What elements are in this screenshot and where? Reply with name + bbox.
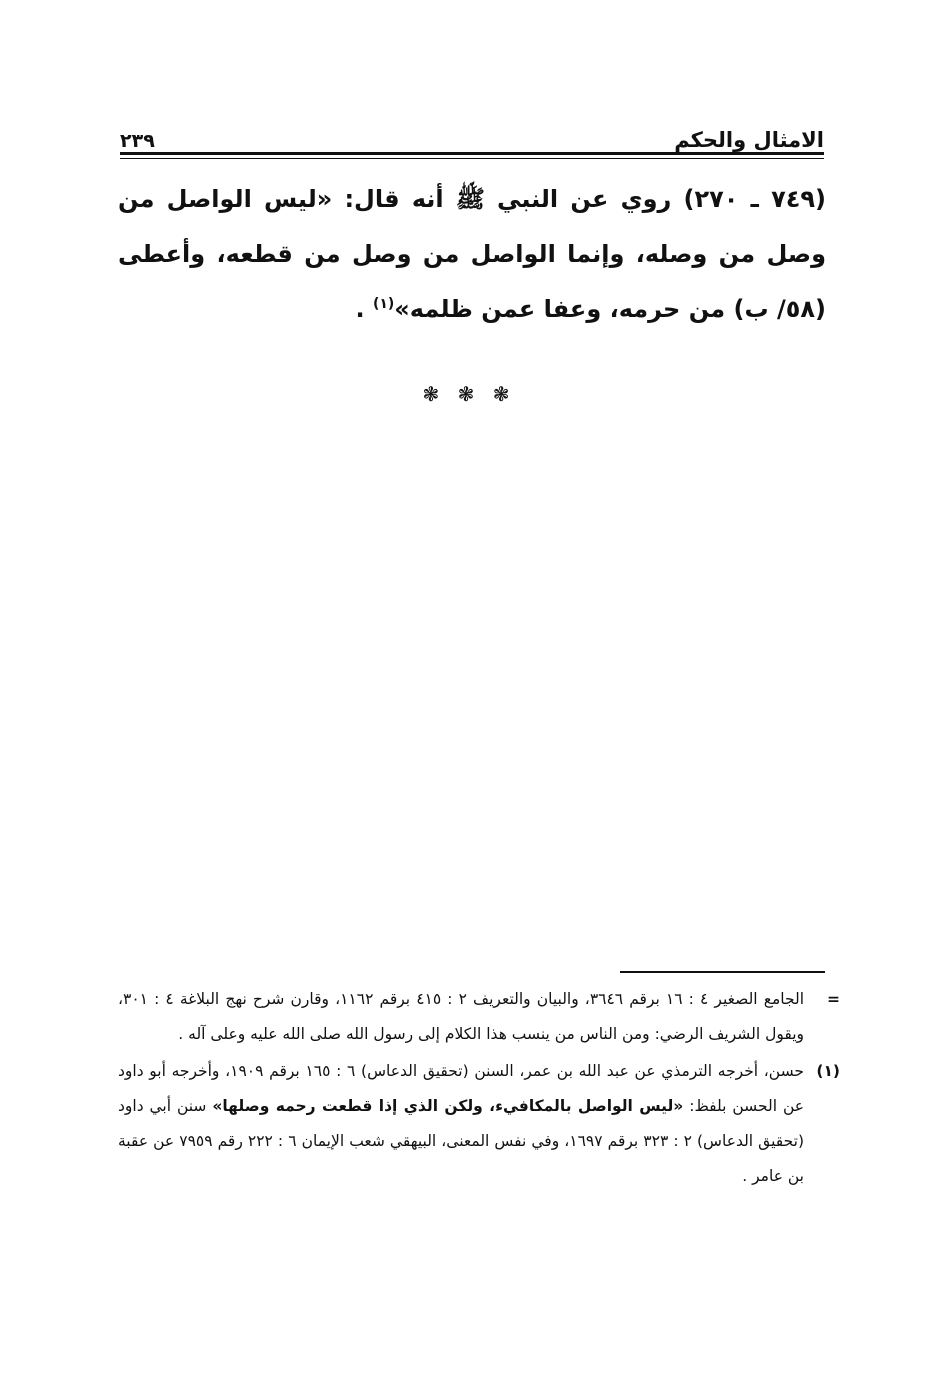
footnote-rule [620, 971, 825, 973]
running-header [120, 112, 824, 152]
entry-paragraph [118, 172, 826, 337]
footnote-continuation [118, 982, 840, 1052]
footnote-text-part: سنن أبي داود (تحقيق الدعاس) ٢ : ٣٢٣ برقم ١٦٩٧، وفي نفس المعنى، البيهقي شعب الإيمان ٦ : ٢٢٢ رقم ٧٩٥٩ عن عقبة بن عامر . [118, 1097, 804, 1185]
footnote-text-part: حسن، أخرجه الترمذي عن عبد الله بن عمر، السنن (تحقيق الدعاس) ٦ : ١٦٥ برقم ١٩٠٩، وأخرجه أبو داود عن الحسن بلفظ: [118, 1062, 805, 1115]
footnote-text: الجامع الصغير ٤ : ١٦ برقم ٣٦٤٦، والبيان والتعريف ٢ : ٤١٥ برقم ١١٦٢، وقارن شرح نهج البلاغة ٤ : ٣٠١، ويقول الشريف الرضي: ومن الناس من ينسب هذا الكلام إلى رسول الله صلى الله عليه وعلى آله . [118, 990, 805, 1043]
footnote-quote: «ليس الواصل بالمكافيء، ولكن الذي إذا قطعت رحمه وصلها» [212, 1097, 684, 1115]
footnote-mark: (١) [816, 1062, 840, 1080]
footnote-1 [118, 1054, 840, 1194]
footnote-mark: = [827, 990, 840, 1008]
footnotes [118, 982, 840, 1196]
footnote-reference: (١) [372, 296, 395, 312]
entry-closing: . [355, 295, 373, 323]
header-rule-thin [120, 158, 824, 159]
header-title: الامثال والحكم [674, 128, 824, 152]
page-number: ٢٣٩ [120, 130, 155, 152]
entry-text: (٧٤٩ ـ ٢٧٠) روي عن النبي ﷺ أنه قال: «ليس الواصل من وصل من وصله، وإنما الواصل من وصل من قطعه، وأعطى (٥٨/ ب) من حرمه، وعفا عمن ظلمه» [118, 185, 826, 323]
footnote-text [118, 1054, 804, 1194]
section-separator: ❃ ❃ ❃ [422, 382, 516, 406]
header-rule [120, 152, 824, 155]
